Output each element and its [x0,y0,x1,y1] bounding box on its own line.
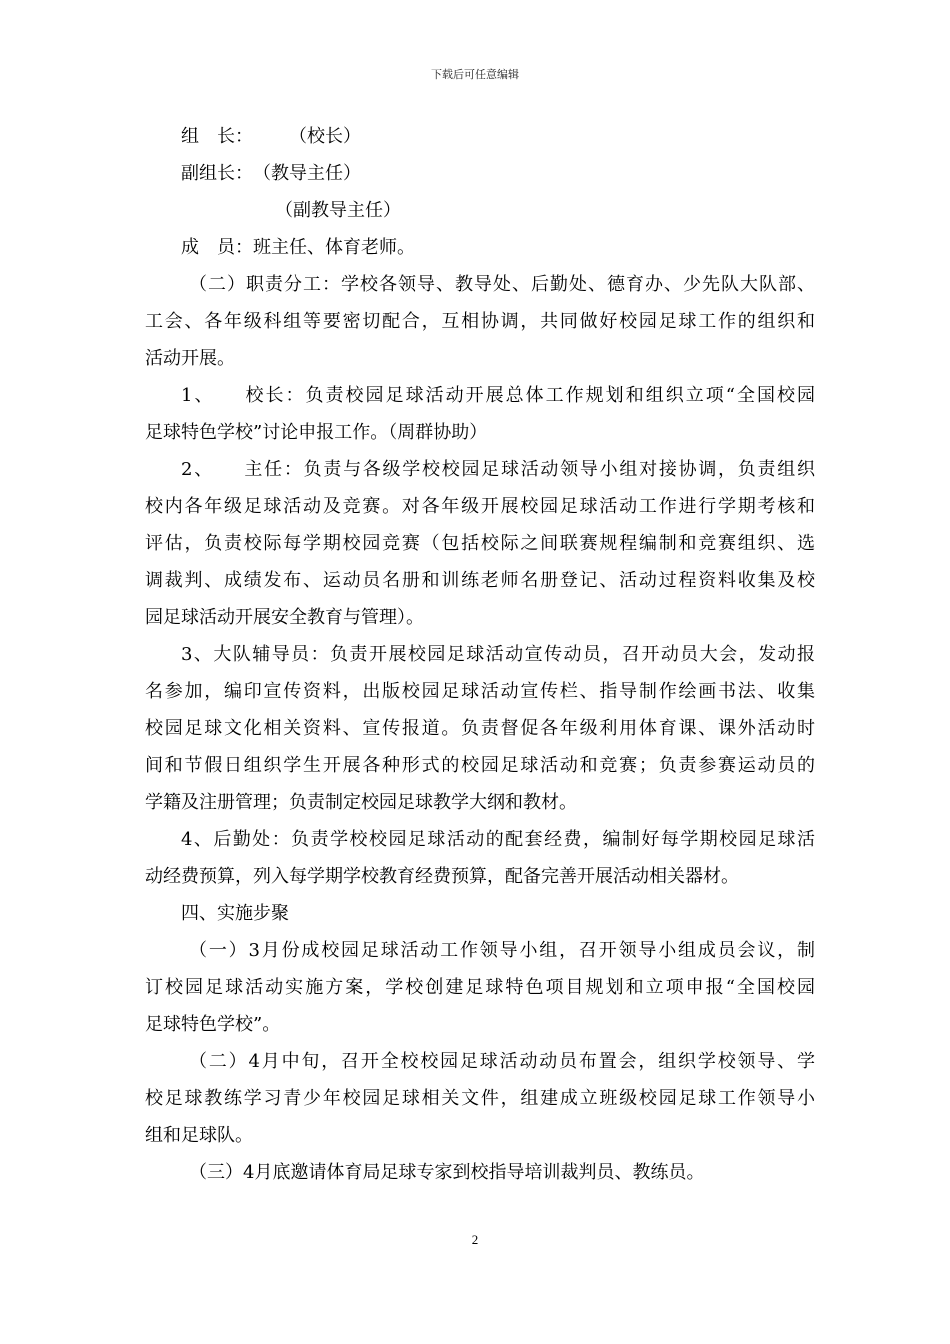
paragraph-line: 学籍及注册管理；负责制定校园足球教学大纲和教材。 [145,792,577,813]
group-leader-line: 组 长： （校长） [181,126,361,147]
paragraph-line: 活动开展。 [145,348,235,369]
deputy-leader-line-2: （副教导主任） [275,200,401,221]
paragraph-line: 足球特色学校”讨论申报工作。（周群协助） [145,422,488,443]
paragraph-line: （二）职责分工：学校各领导、教导处、后勤处、德育办、少先队大队部、 [189,274,815,295]
deputy-leader-line: 副组长： （教导主任） [181,163,361,184]
paragraph-line: 动经费预算，列入每学期学校教育经费预算，配备完善开展活动相关器材。 [145,866,739,887]
paragraph-line: 工会、各年级科组等要密切配合，互相协调，共同做好校园足球工作的组织和 [145,311,815,332]
paragraph-line: 间和节假日组织学生开展各种形式的校园足球活动和竞赛；负责参赛运动员的 [145,755,815,776]
paragraph-line: 校足球教练学习青少年校园足球相关文件，组建成立班级校园足球工作领导小 [145,1088,815,1109]
paragraph-line: 3、大队辅导员：负责开展校园足球活动宣传动员，召开动员大会，发动报 [181,644,815,665]
page-header: 下载后可任意编辑 [431,68,519,81]
paragraph-line: （三）4月底邀请体育局足球专家到校指导培训裁判员、教练员。 [189,1162,705,1183]
paragraph-line: 足球特色学校”。 [145,1014,281,1035]
document-body [145,118,815,1191]
section-heading: 四、实施步聚 [181,903,289,924]
paragraph-line: 4、后勤处：负责学校校园足球活动的配套经费，编制好每学期校园足球活 [181,829,815,850]
paragraph-line: 订校园足球活动实施方案，学校创建足球特色项目规划和立项申报“全国校园 [145,977,815,998]
paragraph-line: 1、 校长：负责校园足球活动开展总体工作规划和组织立项“全国校园 [181,385,815,406]
paragraph-line: 园足球活动开展安全教育与管理）。 [145,607,424,628]
paragraph-line: 名参加，编印宣传资料，出版校园足球活动宣传栏、指导制作绘画书法、收集 [145,681,815,702]
paragraph-line: 校园足球文化相关资料、宣传报道。负责督促各年级利用体育课、课外活动时 [145,718,815,739]
paragraph-line: 组和足球队。 [145,1125,253,1146]
paragraph-line: 2、 主任：负责与各级学校校园足球活动领导小组对接协调，负责组织 [181,459,815,480]
page-number: 2 [471,1232,479,1247]
members-line: 成 员：班主任、体育老师。 [181,237,415,258]
paragraph-line: （二）4月中旬，召开全校校园足球活动动员布置会，组织学校领导、学 [189,1051,815,1072]
paragraph-line: 校内各年级足球活动及竞赛。对各年级开展校园足球活动工作进行学期考核和 [145,496,815,517]
paragraph-line: （一）3月份成校园足球活动工作领导小组，召开领导小组成员会议，制 [189,940,815,961]
paragraph-line: 评估，负责校际每学期校园竞赛（包括校际之间联赛规程编制和竞赛组织、选 [145,533,815,554]
paragraph-line: 调裁判、成绩发布、运动员名册和训练老师名册登记、活动过程资料收集及校 [145,570,815,591]
